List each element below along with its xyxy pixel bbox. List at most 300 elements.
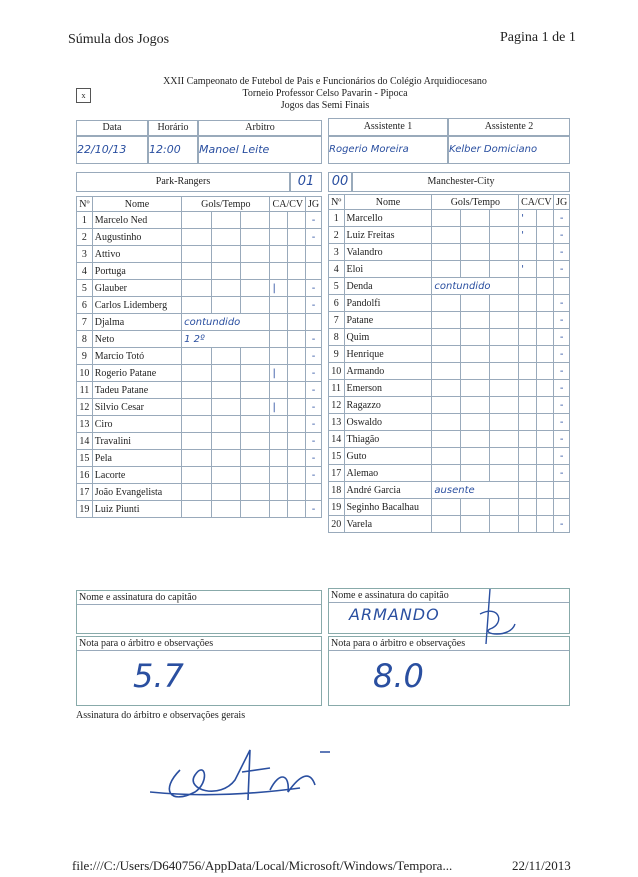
player-card-2	[536, 244, 554, 261]
player-goals-2	[461, 227, 490, 244]
team-a-player-row	[77, 450, 322, 467]
col-cards: CA/CV	[519, 195, 554, 210]
player-card-2	[288, 280, 306, 297]
player-played: -	[554, 261, 570, 278]
player-number: 14	[329, 431, 345, 448]
player-played	[554, 482, 570, 499]
player-played: -	[554, 312, 570, 329]
player-number: 13	[77, 416, 93, 433]
player-card-2	[536, 363, 554, 380]
player-number: 11	[329, 380, 345, 397]
col-num: Nº	[329, 195, 345, 210]
player-goals-2	[211, 297, 240, 314]
player-number: 9	[329, 346, 345, 363]
player-goals-1	[182, 399, 211, 416]
team-a-player-row	[77, 501, 322, 518]
date-label: Data	[76, 120, 148, 136]
player-card	[519, 312, 537, 329]
team-b-player-row	[329, 210, 570, 227]
player-card: |	[270, 280, 288, 297]
player-card-2	[536, 414, 554, 431]
player-card-2	[536, 227, 554, 244]
player-goals-2	[461, 448, 490, 465]
player-number: 7	[77, 314, 93, 331]
player-played: -	[306, 382, 322, 399]
team-b-player-row	[329, 380, 570, 397]
player-note: contundido	[182, 314, 270, 331]
player-name: Thiagão	[344, 431, 432, 448]
player-goals-3	[490, 346, 519, 363]
player-played: -	[306, 229, 322, 246]
assistant2-label: Assistente 2	[448, 118, 570, 136]
team-a-player-row	[77, 212, 322, 229]
player-card-2	[536, 210, 554, 227]
player-card-2	[288, 331, 306, 348]
player-goals-1	[432, 312, 461, 329]
player-name: Attivo	[92, 246, 181, 263]
player-name: Augustinho	[92, 229, 181, 246]
player-played: -	[554, 414, 570, 431]
referee-signature	[150, 730, 340, 810]
player-name: Varela	[344, 516, 432, 533]
player-played	[306, 246, 322, 263]
player-goals-1	[432, 448, 461, 465]
col-name: Nome	[344, 195, 432, 210]
team-b-player-row	[329, 261, 570, 278]
player-card: '	[519, 210, 537, 227]
player-goals-3	[241, 450, 270, 467]
player-goals-1	[432, 380, 461, 397]
player-played: -	[554, 465, 570, 482]
player-name: Rogerio Patane	[92, 365, 181, 382]
player-goals-1	[182, 297, 211, 314]
team-b-player-row	[329, 227, 570, 244]
player-goals-2	[461, 431, 490, 448]
player-card-2	[288, 297, 306, 314]
player-played: -	[554, 431, 570, 448]
player-goals-1	[432, 295, 461, 312]
player-goals-3	[490, 227, 519, 244]
player-goals-3	[490, 261, 519, 278]
note-a-label: Nota para o árbitro e observações	[77, 637, 321, 651]
player-note: 1 2º	[182, 331, 270, 348]
player-card	[270, 501, 288, 518]
player-played: -	[554, 448, 570, 465]
team-b-player-row	[329, 346, 570, 363]
player-goals-2	[211, 263, 240, 280]
team-b-name: Manchester-City	[352, 172, 570, 192]
player-played: -	[554, 363, 570, 380]
player-card	[519, 448, 537, 465]
team-a-player-row	[77, 433, 322, 450]
player-card-2	[288, 212, 306, 229]
team-a-player-row	[77, 297, 322, 314]
player-name: Armando	[344, 363, 432, 380]
player-card	[270, 229, 288, 246]
player-played	[306, 484, 322, 501]
player-goals-3	[241, 348, 270, 365]
team-b-player-row	[329, 465, 570, 482]
player-goals-1	[432, 499, 461, 516]
player-played: -	[306, 450, 322, 467]
player-card-2	[536, 482, 554, 499]
player-card	[270, 348, 288, 365]
player-goals-2	[461, 329, 490, 346]
team-a-player-row	[77, 263, 322, 280]
player-played	[306, 314, 322, 331]
player-card-2	[288, 433, 306, 450]
player-card: |	[270, 399, 288, 416]
player-card-2	[288, 450, 306, 467]
player-name: Oswaldo	[344, 414, 432, 431]
player-played: -	[306, 433, 322, 450]
player-played: -	[306, 399, 322, 416]
col-num: Nº	[77, 197, 93, 212]
player-goals-2	[461, 397, 490, 414]
team-a-player-row	[77, 331, 322, 348]
player-card-2	[288, 484, 306, 501]
player-goals-3	[490, 210, 519, 227]
player-goals-1	[432, 227, 461, 244]
player-name: Quim	[344, 329, 432, 346]
player-card	[270, 331, 288, 348]
player-name: Luiz Piunti	[92, 501, 181, 518]
player-goals-3	[490, 414, 519, 431]
player-goals-1	[182, 467, 211, 484]
player-goals-2	[461, 261, 490, 278]
player-goals-2	[211, 212, 240, 229]
player-name: Luiz Freitas	[344, 227, 432, 244]
player-name: Djalma	[92, 314, 181, 331]
player-name: Guto	[344, 448, 432, 465]
player-played: -	[554, 210, 570, 227]
team-a-player-row	[77, 382, 322, 399]
player-name: Tadeu Patane	[92, 382, 181, 399]
player-name: Travalini	[92, 433, 181, 450]
player-card-2	[288, 501, 306, 518]
player-goals-3	[241, 280, 270, 297]
captain-b-label: Nome e assinatura do capitão	[329, 589, 569, 603]
player-goals-1	[182, 416, 211, 433]
player-card	[519, 499, 537, 516]
captain-a-signature	[77, 605, 321, 609]
team-a-score: 01	[290, 172, 322, 192]
player-card-2	[288, 263, 306, 280]
player-card: '	[519, 261, 537, 278]
player-number: 15	[77, 450, 93, 467]
player-name: Pandolfi	[344, 295, 432, 312]
player-goals-2	[211, 484, 240, 501]
player-card	[519, 465, 537, 482]
team-b-player-row	[329, 414, 570, 431]
player-card-2	[536, 516, 554, 533]
player-number: 10	[77, 365, 93, 382]
player-card-2	[536, 499, 554, 516]
player-played	[554, 278, 570, 295]
player-name: Pela	[92, 450, 181, 467]
col-goals: Gols/Tempo	[182, 197, 270, 212]
player-name: Carlos Lidemberg	[92, 297, 181, 314]
team-a-roster	[76, 196, 322, 518]
player-number: 12	[77, 399, 93, 416]
player-goals-1	[182, 433, 211, 450]
player-goals-3	[490, 329, 519, 346]
checkbox[interactable]: x	[76, 88, 91, 103]
player-goals-3	[490, 431, 519, 448]
player-card-2	[536, 346, 554, 363]
player-played	[306, 263, 322, 280]
player-card	[270, 382, 288, 399]
player-goals-1	[432, 431, 461, 448]
player-card-2	[288, 416, 306, 433]
col-name: Nome	[92, 197, 181, 212]
team-b-player-row	[329, 482, 570, 499]
player-goals-2	[211, 450, 240, 467]
player-goals-3	[490, 295, 519, 312]
team-a-player-row	[77, 399, 322, 416]
player-name: Eloi	[344, 261, 432, 278]
player-card	[519, 380, 537, 397]
player-goals-1	[182, 246, 211, 263]
player-goals-2	[211, 399, 240, 416]
player-card-2	[536, 278, 554, 295]
assistant1-label: Assistente 1	[328, 118, 448, 136]
player-number: 19	[77, 501, 93, 518]
player-played: -	[306, 297, 322, 314]
player-goals-3	[490, 397, 519, 414]
team-a-player-row	[77, 467, 322, 484]
player-goals-1	[432, 210, 461, 227]
player-played: -	[554, 295, 570, 312]
team-b-player-row	[329, 278, 570, 295]
player-card	[270, 416, 288, 433]
player-card	[270, 297, 288, 314]
player-name: Valandro	[344, 244, 432, 261]
player-goals-3	[490, 465, 519, 482]
player-goals-2	[461, 210, 490, 227]
team-a-player-row	[77, 416, 322, 433]
player-played: -	[306, 467, 322, 484]
player-card	[519, 431, 537, 448]
player-goals-3	[241, 467, 270, 484]
document-title: Súmula dos Jogos	[68, 32, 170, 47]
player-goals-3	[490, 380, 519, 397]
player-card	[519, 295, 537, 312]
team-b-player-row	[329, 499, 570, 516]
note-a-value: 5.7	[133, 657, 184, 695]
player-number: 14	[77, 433, 93, 450]
team-b-player-row	[329, 397, 570, 414]
time-value: 12:00	[148, 136, 198, 164]
player-goals-3	[241, 433, 270, 450]
player-goals-1	[182, 229, 211, 246]
player-goals-1	[182, 450, 211, 467]
col-goals: Gols/Tempo	[432, 195, 519, 210]
player-goals-1	[182, 280, 211, 297]
captain-a-label: Nome e assinatura do capitão	[77, 591, 321, 605]
note-b-box	[328, 636, 570, 706]
team-b-player-row	[329, 244, 570, 261]
player-card	[519, 244, 537, 261]
player-number: 17	[77, 484, 93, 501]
player-goals-3	[241, 263, 270, 280]
team-b-player-row	[329, 295, 570, 312]
player-goals-2	[211, 280, 240, 297]
player-number: 5	[77, 280, 93, 297]
player-card: |	[270, 365, 288, 382]
player-card-2	[288, 314, 306, 331]
col-jg: JG	[554, 195, 570, 210]
player-note: ausente	[432, 482, 519, 499]
player-goals-2	[461, 499, 490, 516]
assistant1-value: Rogerio Moreira	[328, 136, 448, 164]
player-goals-3	[490, 312, 519, 329]
player-goals-3	[241, 365, 270, 382]
player-card	[270, 484, 288, 501]
player-card-2	[536, 397, 554, 414]
player-played: -	[306, 501, 322, 518]
player-played: -	[306, 212, 322, 229]
player-goals-2	[211, 416, 240, 433]
date-value: 22/10/13	[76, 136, 148, 164]
player-card-2	[536, 448, 554, 465]
player-played: -	[554, 346, 570, 363]
player-number: 20	[329, 516, 345, 533]
player-card	[519, 363, 537, 380]
player-goals-3	[241, 399, 270, 416]
player-card-2	[536, 465, 554, 482]
referee-value: Manoel Leite	[198, 136, 322, 164]
note-b-value: 8.0	[373, 657, 424, 695]
player-name: Emerson	[344, 380, 432, 397]
player-goals-2	[461, 244, 490, 261]
player-goals-2	[211, 246, 240, 263]
player-played: -	[554, 380, 570, 397]
player-played: -	[306, 331, 322, 348]
team-a-name: Park-Rangers	[76, 172, 290, 192]
player-goals-2	[461, 295, 490, 312]
player-goals-3	[241, 382, 270, 399]
player-goals-1	[432, 397, 461, 414]
tournament-line-2: Torneio Professor Celso Pavarin - Pipoca	[242, 88, 408, 99]
player-number: 11	[77, 382, 93, 399]
player-name: Marcio Totó	[92, 348, 181, 365]
player-played: -	[554, 329, 570, 346]
player-number: 18	[329, 482, 345, 499]
player-goals-3	[241, 501, 270, 518]
footer-path: file:///C:/Users/D640756/AppData/Local/Microsoft/Windows/Tempora...	[72, 858, 453, 873]
player-card-2	[288, 467, 306, 484]
player-number: 3	[329, 244, 345, 261]
player-number: 9	[77, 348, 93, 365]
tournament-line-3: Jogos das Semi Finais	[280, 100, 370, 111]
footer-date: 22/11/2013	[512, 858, 571, 873]
player-name: Lacorte	[92, 467, 181, 484]
player-name: Ciro	[92, 416, 181, 433]
player-number: 3	[77, 246, 93, 263]
player-card	[519, 414, 537, 431]
player-played: -	[554, 227, 570, 244]
player-number: 10	[329, 363, 345, 380]
player-number: 2	[77, 229, 93, 246]
player-card-2	[536, 380, 554, 397]
player-note: contundido	[432, 278, 519, 295]
team-a-player-row	[77, 348, 322, 365]
note-b-label: Nota para o árbitro e observações	[329, 637, 569, 651]
player-number: 7	[329, 312, 345, 329]
player-number: 16	[77, 467, 93, 484]
player-card	[270, 467, 288, 484]
player-number: 6	[77, 297, 93, 314]
player-name: Portuga	[92, 263, 181, 280]
captain-b-scribble	[460, 584, 520, 654]
player-goals-3	[490, 516, 519, 533]
player-name: Silvio Cesar	[92, 399, 181, 416]
player-goals-1	[182, 382, 211, 399]
player-goals-1	[182, 263, 211, 280]
team-b-player-row	[329, 516, 570, 533]
player-played: -	[554, 397, 570, 414]
player-goals-2	[461, 414, 490, 431]
player-played: -	[306, 348, 322, 365]
player-card	[270, 433, 288, 450]
player-goals-2	[211, 229, 240, 246]
player-goals-3	[490, 448, 519, 465]
note-a-box	[76, 636, 322, 706]
player-card	[519, 516, 537, 533]
player-card-2	[536, 312, 554, 329]
player-goals-3	[490, 499, 519, 516]
player-goals-2	[211, 467, 240, 484]
team-b-rows	[329, 210, 570, 533]
player-played: -	[306, 365, 322, 382]
team-a-player-row	[77, 484, 322, 501]
player-number: 12	[329, 397, 345, 414]
referee-signature-label: Assinatura do árbitro e observações gerais	[76, 710, 246, 721]
player-name: André Garcia	[344, 482, 432, 499]
player-number: 2	[329, 227, 345, 244]
player-card	[270, 450, 288, 467]
player-goals-3	[241, 297, 270, 314]
player-card	[270, 263, 288, 280]
player-goals-1	[182, 501, 211, 518]
player-goals-3	[241, 229, 270, 246]
player-played: -	[554, 244, 570, 261]
player-goals-1	[182, 484, 211, 501]
player-number: 8	[77, 331, 93, 348]
player-goals-1	[432, 244, 461, 261]
player-card-2	[288, 399, 306, 416]
player-goals-3	[241, 246, 270, 263]
tournament-header	[90, 76, 560, 112]
team-b-score: 00	[328, 172, 352, 192]
player-goals-2	[461, 312, 490, 329]
player-card-2	[536, 329, 554, 346]
player-played: -	[306, 416, 322, 433]
player-name: Patane	[344, 312, 432, 329]
player-card	[519, 329, 537, 346]
player-goals-3	[241, 416, 270, 433]
player-name: Glauber	[92, 280, 181, 297]
team-b-player-row	[329, 431, 570, 448]
player-goals-1	[432, 363, 461, 380]
team-b-player-row	[329, 363, 570, 380]
player-goals-2	[461, 465, 490, 482]
player-goals-3	[490, 244, 519, 261]
player-number: 6	[329, 295, 345, 312]
player-number: 8	[329, 329, 345, 346]
player-name: Denda	[344, 278, 432, 295]
